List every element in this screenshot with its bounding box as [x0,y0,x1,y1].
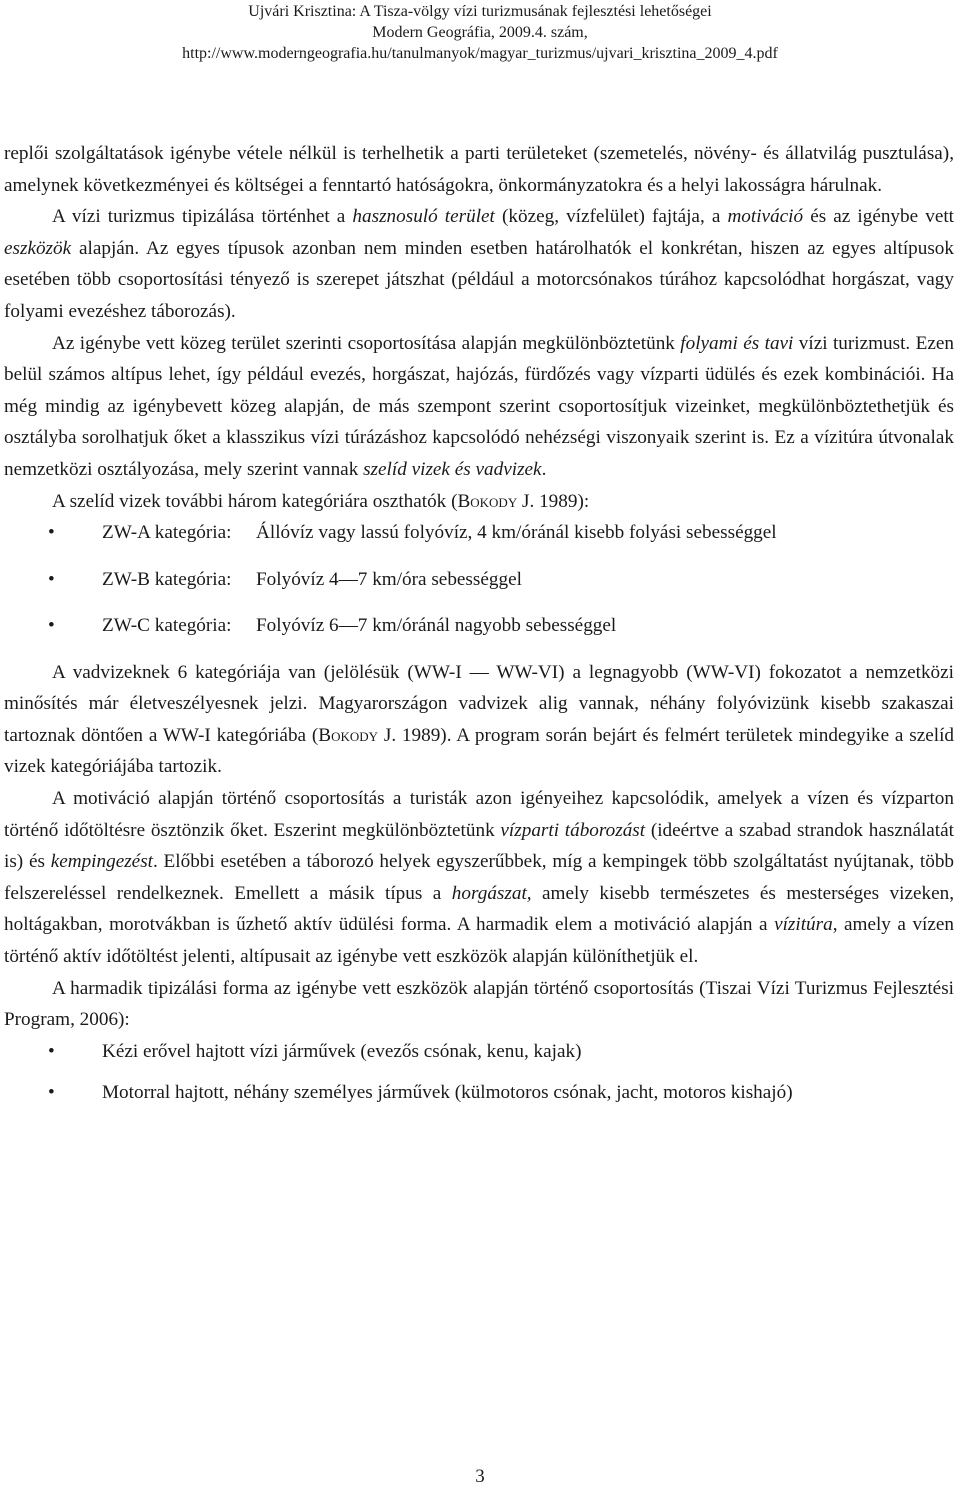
emphasis: kempingezést [50,851,153,873]
emphasis: szelíd vizek és vadvizek [363,458,542,480]
author-name: Bokody [457,490,518,512]
paragraph-6 [4,783,954,973]
paragraph-2 [4,201,954,327]
author-name: Bokody [318,724,379,746]
list-item [4,1036,954,1068]
emphasis: horgászat, [451,882,532,904]
text: amely kisebb természetes és mesterséges vizeken, holtágakban, morotvákban is űzhető aktív üdülési forma. A harmadik elem a motiváció alapján a [4,882,954,936]
emphasis: hasznosuló terület [352,206,495,228]
category-description: Állóvíz vagy lassú folyóvíz, 4 km/óránál kisebb folyási sebességgel [256,522,777,544]
document-body [4,138,954,1119]
header-url: http://www.moderngeografia.hu/tanulmanyok/magyar_turizmus/ujvari_krisztina_2009_4.pdf [182,45,778,62]
text: A szelíd vizek további három kategóriára oszthatók ( [52,490,458,512]
emphasis: folyami és tavi [680,332,794,354]
category-name: ZW-C kategória: [102,615,232,637]
category-description: Folyóvíz 4—7 km/óra sebességgel [256,568,522,590]
paragraph-7: A harmadik tipizálási forma az igénybe vett eszközök alapján történő csoportosítás (Tiszai Vízi Turizmus Fejlesztési Program, 2006): [4,977,954,1031]
bullet-icon: • [48,1040,55,1062]
list-item [4,564,954,611]
text: alapján. Az egyes típusok azonban nem minden esetben határolhatók el konkrétan, hiszen az egyes altípusok esetében több csoportosítási tényező is szerepet játszhat (például a motorcsónakos túrához kapcsolódhat horgászat, vagy folyami evezéshez táborozás). [4,237,954,322]
category-description: Folyóvíz 6—7 km/óránál nagyobb sebességgel [256,615,617,637]
category-name: ZW-B kategória: [102,568,232,590]
emphasis: vízparti táborozást [500,819,646,841]
paragraph-1: replői szolgáltatások igénybe vétele nélkül is terhelhetik a parti területeket (szemetelés, növény- és állatvilág pusztulása), amelynek következményei és költségei a fenntartó hatóságokra, önkormányzatokra és a helyi lakosságra hárulnak. [4,143,954,196]
text: A motiváció alapján történő csoportosítás a turisták azon igényeihez kapcsolódik, amelyek a vízen és vízparton történő időtöltésre ösztönzik őket. Eszerint megkülönböztetünk [4,788,954,841]
bullet-icon: • [48,522,55,544]
paragraph-4 [4,486,954,518]
text: J. 1989). A program során bejárt és felmért területek mindegyike a szelíd vizek kategóriájába tartozik. [4,724,954,778]
text: és az igénybe vett [803,206,954,228]
category-list [4,517,954,657]
text: , amely a vízen történő aktív időtöltést jelenti, altípusait az igénybe vett eszközök alapján különíthetjük el. [4,914,955,967]
paragraph-3 [4,328,954,486]
text: J. 1989): [517,490,590,512]
text: Az igénybe vett közeg terület szerinti csoportosítása alapján megkülönböztetünk [52,332,681,354]
equipment-item: Kézi erővel hajtott vízi járművek (evezős csónak, kenu, kajak) [102,1040,582,1062]
paragraph-5 [4,657,954,783]
page-header [0,0,960,64]
text: . [541,458,547,480]
text: . Előbbi esetében a táborozó helyek egyszerűbbek, míg a kempingek több szolgáltatást nyújtanak, több felszereléssel rendelkeznek. Emellett a másik típus a [4,851,955,904]
header-citation: Ujvári Krisztina: A Tisza-völgy vízi turizmusának fejlesztési lehetőségei [248,3,712,20]
emphasis: eszközök [4,237,72,259]
emphasis: motiváció [727,206,804,228]
equipment-item: Motorral hajtott, néhány személyes járművek (külmotoros csónak, jacht, motoros kishajó) [102,1082,793,1104]
text: A vadvizeknek 6 kategóriája van (jelölésük (WW-I — WW-VI) a legnagyobb (WW-VI) fokozatot a nemzetközi minősítés már életveszélyesnek jelzi. Magyarországon vadvizek alig vannak, néhány folyóvizünk kisebb szakaszai tartoznak döntően a WW-I kategóriába ( [4,661,954,746]
text: (ideértve a szabad strandok használatát is) és [4,819,954,873]
list-item [4,1077,954,1109]
bullet-icon: • [48,568,55,590]
bullet-icon: • [48,1082,55,1104]
list-item [4,610,954,657]
header-journal: Modern Geográfia, 2009.4. szám, [372,24,588,41]
equipment-list [4,1036,954,1109]
list-item [4,517,954,564]
text: A vízi turizmus tipizálása történhet a [52,206,353,228]
bullet-icon: • [48,615,55,637]
text: vízi turizmust. Ezen belül számos altípus lehet, így például evezés, horgászat, hajózás, fürdőzés vagy vízparti üdülés és ezek kombinációi. Ha még mindig az igénybevett közeg alapján, de más szempont szerint csoportosítjuk vizeinket, megkülönböztethetjük és osztályba sorolhatjuk őket a klasszikus vízi túrázáshoz kapcsolódó nehézségi viszonyaik szerint is. Ez a vízitúra útvonalak nemzetközi osztályozása, mely szerint vannak [4,332,954,480]
category-name: ZW-A kategória: [102,522,232,544]
page-number: 3 [475,1466,485,1487]
emphasis: vízitúra [774,914,833,936]
text: (közeg, vízfelület) fajtája, a [494,206,728,228]
